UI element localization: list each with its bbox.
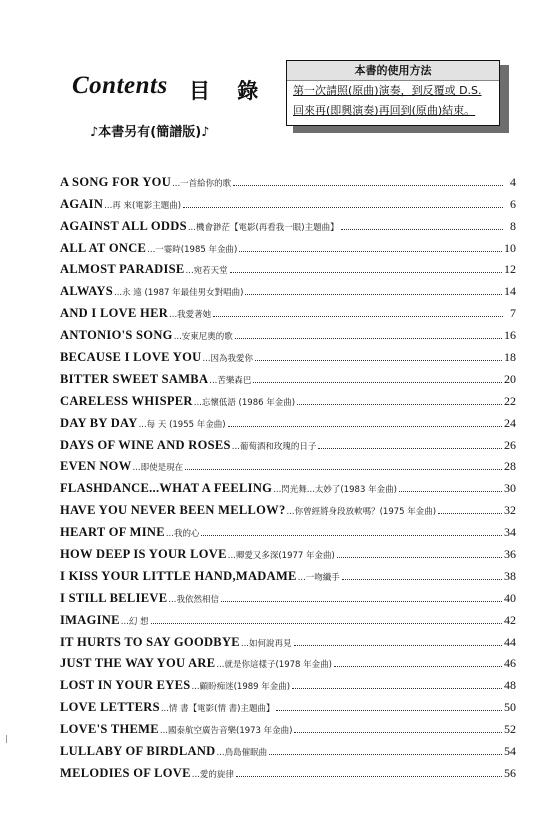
page-number: 44 bbox=[504, 634, 516, 649]
song-title-english: BITTER SWEET SAMBA bbox=[60, 371, 209, 386]
song-title-chinese: ...閃光舞...太妙了(1983 年金曲) bbox=[273, 485, 397, 496]
toc-entry bbox=[60, 453, 516, 475]
dot-leader bbox=[245, 294, 502, 295]
song-title-chinese: ...幻 想 bbox=[120, 616, 149, 627]
song-title-chinese: ...一吻纖手 bbox=[297, 572, 340, 583]
song-title-english: IMAGINE bbox=[60, 612, 120, 627]
song-title-english: I KISS YOUR LITTLE HAND,MADAME bbox=[60, 568, 297, 583]
toc-entry bbox=[60, 671, 516, 693]
dot-leader bbox=[183, 207, 503, 208]
toc-entry bbox=[60, 365, 516, 387]
song-title-english: IT HURTS TO SAY GOODBYE bbox=[60, 634, 240, 649]
song-title-english: AGAINST ALL ODDS bbox=[60, 218, 187, 233]
dot-leader bbox=[297, 404, 502, 405]
song-title-chinese: ...如何說再見 bbox=[240, 638, 292, 649]
dot-leader bbox=[221, 601, 502, 602]
dot-leader bbox=[185, 469, 502, 470]
song-title-english: AGAIN bbox=[60, 196, 104, 211]
song-title-chinese: ...因為我愛你 bbox=[202, 354, 254, 365]
song-title-chinese: ...顧盼痴迷(1989 年金曲) bbox=[191, 682, 291, 693]
toc-entry bbox=[60, 212, 516, 234]
song-title-chinese: ...情 書【電影(情 書)主題曲】 bbox=[160, 704, 275, 715]
song-title-chinese: ...永 遠 (1987 年最佳男女對唱曲) bbox=[114, 288, 244, 299]
dot-leader bbox=[294, 732, 502, 733]
dot-leader bbox=[239, 251, 502, 252]
page-number: 16 bbox=[504, 328, 516, 343]
page-number: 14 bbox=[504, 284, 516, 299]
page-number: 18 bbox=[504, 350, 516, 365]
toc-entry bbox=[60, 759, 516, 781]
song-title-chinese: ...我的心 bbox=[165, 529, 200, 540]
page-number: 34 bbox=[504, 525, 516, 540]
toc-entry bbox=[60, 234, 516, 256]
song-title-chinese: ...每 天 (1955 年金曲) bbox=[138, 419, 226, 430]
title-chinese: 目 錄 bbox=[189, 79, 269, 103]
dot-leader bbox=[255, 360, 502, 361]
song-title-english: LULLABY OF BIRDLAND bbox=[60, 744, 216, 759]
page-number: 40 bbox=[504, 590, 516, 605]
dot-leader bbox=[294, 645, 502, 646]
page-number: 10 bbox=[504, 240, 516, 255]
dot-leader bbox=[269, 754, 502, 755]
page-number: 20 bbox=[504, 371, 516, 386]
song-title-english: BECAUSE I LOVE YOU bbox=[60, 350, 202, 365]
page-number: 56 bbox=[504, 765, 516, 780]
song-title-chinese: ...葡萄酒和玫瑰的日子 bbox=[231, 441, 317, 452]
song-title-english: ANTONIO'S SONG bbox=[60, 328, 173, 343]
usage-box-line-1: 第一次請照(原曲)演奏，到反覆或 D.S. bbox=[293, 84, 482, 97]
toc-entry bbox=[60, 650, 516, 672]
song-title-chinese: ...即使是現在 bbox=[132, 463, 184, 474]
toc-entry bbox=[60, 190, 516, 212]
song-title-english: ALL AT ONCE bbox=[60, 240, 147, 255]
page-number: 26 bbox=[504, 437, 516, 452]
toc-entry bbox=[60, 737, 516, 759]
song-title-chinese: ...苦樂森巴 bbox=[209, 375, 252, 386]
song-title-english: ALWAYS bbox=[60, 284, 113, 299]
edition-note: ♪本書另有(簡譜版)♪ bbox=[90, 125, 210, 140]
page-number: 4 bbox=[510, 174, 516, 189]
page-number: 48 bbox=[504, 678, 516, 693]
song-title-english: CARELESS WHISPER bbox=[60, 393, 193, 408]
margin-mark bbox=[6, 735, 7, 743]
page-number: 36 bbox=[504, 547, 516, 562]
toc-entry bbox=[60, 540, 516, 562]
table-of-contents bbox=[60, 168, 516, 781]
song-title-english: LOVE LETTERS bbox=[60, 700, 160, 715]
song-title-english: EVEN NOW bbox=[60, 459, 132, 474]
song-title-english: AND I LOVE HER bbox=[60, 306, 169, 321]
dot-leader bbox=[342, 579, 502, 580]
dot-leader bbox=[151, 623, 502, 624]
song-title-english: LOST IN YOUR EYES bbox=[60, 678, 191, 693]
song-title-chinese: ...忘懷低語 (1986 年金曲) bbox=[193, 397, 296, 408]
page-number: 30 bbox=[504, 481, 516, 496]
dot-leader bbox=[334, 666, 502, 667]
dot-leader bbox=[341, 229, 503, 230]
toc-entry bbox=[60, 299, 516, 321]
song-title-english: ALMOST PARADISE bbox=[60, 262, 185, 277]
page-number: 28 bbox=[504, 459, 516, 474]
page-number: 8 bbox=[510, 218, 516, 233]
song-title-english: MELODIES OF LOVE bbox=[60, 765, 191, 780]
song-title-chinese: ...卿愛又多深(1977 年金曲) bbox=[227, 551, 335, 562]
toc-entry bbox=[60, 343, 516, 365]
song-title-english: HAVE YOU NEVER BEEN MELLOW? bbox=[60, 503, 286, 518]
dot-leader bbox=[235, 338, 502, 339]
song-title-chinese: ...一首給你的歌 bbox=[172, 178, 232, 189]
dot-leader bbox=[233, 185, 503, 186]
song-title-chinese: ...國泰航空廣告音樂(1973 年金曲) bbox=[159, 726, 293, 737]
usage-box-heading: 本書的使用方法 bbox=[287, 61, 499, 81]
toc-entry bbox=[60, 606, 516, 628]
song-title-chinese: ...就是你這樣子(1978 年金曲) bbox=[216, 660, 332, 671]
song-title-english: LOVE'S THEME bbox=[60, 722, 159, 737]
toc-entry bbox=[60, 715, 516, 737]
dot-leader bbox=[276, 710, 502, 711]
dot-leader bbox=[292, 688, 502, 689]
toc-entry bbox=[60, 693, 516, 715]
dot-leader bbox=[337, 557, 502, 558]
song-title-english: DAYS OF WINE AND ROSES bbox=[60, 437, 231, 452]
song-title-chinese: ...愛的旋律 bbox=[191, 769, 234, 780]
dot-leader bbox=[253, 382, 502, 383]
page-number: 38 bbox=[504, 568, 516, 583]
toc-entry bbox=[60, 628, 516, 650]
page-number: 22 bbox=[504, 393, 516, 408]
dot-leader bbox=[213, 316, 503, 317]
song-title-english: A SONG FOR YOU bbox=[60, 174, 172, 189]
page-number: 6 bbox=[510, 196, 516, 211]
page-number: 54 bbox=[504, 744, 516, 759]
dot-leader bbox=[399, 491, 502, 492]
song-title-english: DAY BY DAY bbox=[60, 415, 138, 430]
song-title-chinese: ...我依然相信 bbox=[168, 594, 219, 605]
page-number: 24 bbox=[504, 415, 516, 430]
dot-leader bbox=[318, 448, 502, 449]
dot-leader bbox=[438, 513, 502, 514]
toc-entry bbox=[60, 584, 516, 606]
title-english: Contents bbox=[72, 72, 168, 99]
usage-instructions-box bbox=[286, 60, 500, 126]
song-title-english: FLASHDANCE...WHAT A FEELING bbox=[60, 481, 273, 496]
toc-entry bbox=[60, 387, 516, 409]
song-title-chinese: ...機會渺茫【電影(再看我一眼)主題曲】 bbox=[187, 222, 339, 233]
page-number: 7 bbox=[510, 306, 516, 321]
song-title-chinese: ...再 來(電影主題曲) bbox=[104, 200, 182, 211]
toc-entry bbox=[60, 518, 516, 540]
toc-entry bbox=[60, 168, 516, 190]
page-number: 52 bbox=[504, 722, 516, 737]
toc-entry bbox=[60, 562, 516, 584]
song-title-chinese: ...安東尼奧的歌 bbox=[173, 332, 233, 343]
song-title-english: JUST THE WAY YOU ARE bbox=[60, 656, 216, 671]
dot-leader bbox=[236, 776, 502, 777]
song-title-english: HEART OF MINE bbox=[60, 525, 165, 540]
toc-entry bbox=[60, 256, 516, 278]
song-title-english: I STILL BELIEVE bbox=[60, 590, 168, 605]
toc-entry bbox=[60, 496, 516, 518]
dot-leader bbox=[201, 535, 502, 536]
song-title-chinese: ...一霎時(1985 年金曲) bbox=[147, 244, 238, 255]
page-number: 50 bbox=[504, 700, 516, 715]
song-title-english: HOW DEEP IS YOUR LOVE bbox=[60, 547, 227, 562]
toc-entry bbox=[60, 474, 516, 496]
song-title-chinese: ...我愛著她 bbox=[169, 310, 212, 321]
toc-entry bbox=[60, 431, 516, 453]
toc-entry bbox=[60, 321, 516, 343]
song-title-chinese: ...鳥島催眠曲 bbox=[216, 748, 268, 759]
dot-leader bbox=[228, 426, 502, 427]
song-title-chinese: ...你曾經將身段放軟嗎？(1975 年金曲) bbox=[286, 507, 437, 518]
page-number: 42 bbox=[504, 612, 516, 627]
page-number: 46 bbox=[504, 656, 516, 671]
song-title-chinese: ...宛若天堂 bbox=[185, 266, 228, 277]
page-number: 32 bbox=[504, 503, 516, 518]
dot-leader bbox=[230, 272, 502, 273]
page-number: 12 bbox=[504, 262, 516, 277]
toc-entry bbox=[60, 409, 516, 431]
usage-box-line-2: 回來再(即興演奏)再回到(原曲)結束。 bbox=[293, 104, 476, 117]
toc-entry bbox=[60, 277, 516, 299]
